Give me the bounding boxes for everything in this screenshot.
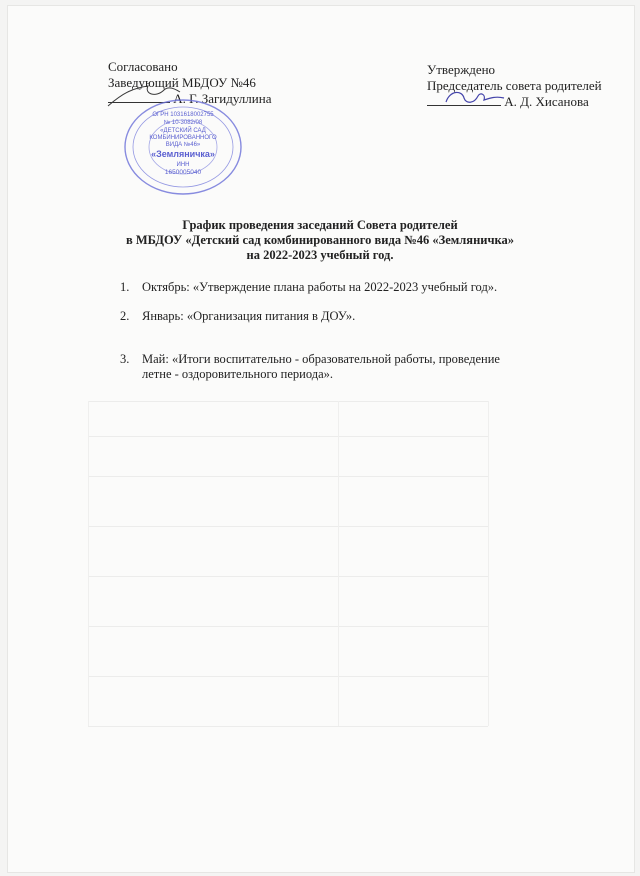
list-item-text: Январь: «Организация питания в ДОУ». [142,309,356,323]
bleed-line [88,576,488,577]
bleed-line [88,676,488,677]
document-title [60,218,580,263]
list-item [120,352,500,382]
approval-right-position: Председатель совета родителей [427,78,602,93]
bleed-line [88,726,488,727]
meeting-schedule-list [120,280,500,382]
stamp-text-name: «Земляничка» [151,149,215,159]
bleed-line [88,476,488,477]
bleed-line [88,436,488,437]
bleed-line [88,401,488,402]
stamp-text-kindergarten: «ДЕТСКИЙ САД [160,128,206,134]
approval-left-position: Заведующий МБДОУ №46 [108,75,256,90]
approval-left-signer: А. Г. Загидуллина [173,91,272,106]
list-item-number: 3. [120,352,130,366]
list-item-text: Май: «Итоги воспитательно - образовательной работы, проведение [142,352,500,366]
list-item-text: Октябрь: «Утверждение плана работы на 2022-2023 учебный год». [142,280,498,294]
title-line-2: в МБДОУ «Детский сад комбинированного вида №46 «Земляничка» [125,233,515,247]
title-line-3: на 2022-2023 учебный год. [246,248,394,262]
bleed-line [488,401,489,726]
list-item-number: 1. [120,280,130,294]
bleed-line [88,626,488,627]
right-signature-scribble [440,86,510,108]
stamp-text-inn: 1650005040 [164,169,202,176]
organization-stamp [121,96,245,198]
bleed-line [88,401,89,726]
approval-right-heading: Утверждено [427,62,496,77]
approval-right-signer: А. Д. Хисанова [504,94,589,109]
document-page [8,6,634,872]
stamp-text-type: ВИДА №46» [165,142,201,148]
list-item [120,309,500,324]
stamp-text-combined: КОМБИНИРОВАННОГО [149,135,217,141]
list-item-text-continued: летне - оздоровительного периода». [142,367,333,381]
list-item-number: 2. [120,309,130,323]
bleed-line [88,526,488,527]
stamp-text-number: № 10-3082/08 [163,120,203,126]
list-item [120,280,500,295]
title-line-1: График проведения заседаний Совета родителей [182,218,458,232]
stamp-text-inn-label: ИНН [176,162,190,168]
bleed-line [338,401,339,726]
stamp-text-ogrn: ОГРН 1031618002755 [152,112,214,118]
approval-left-heading: Согласовано [108,59,178,74]
